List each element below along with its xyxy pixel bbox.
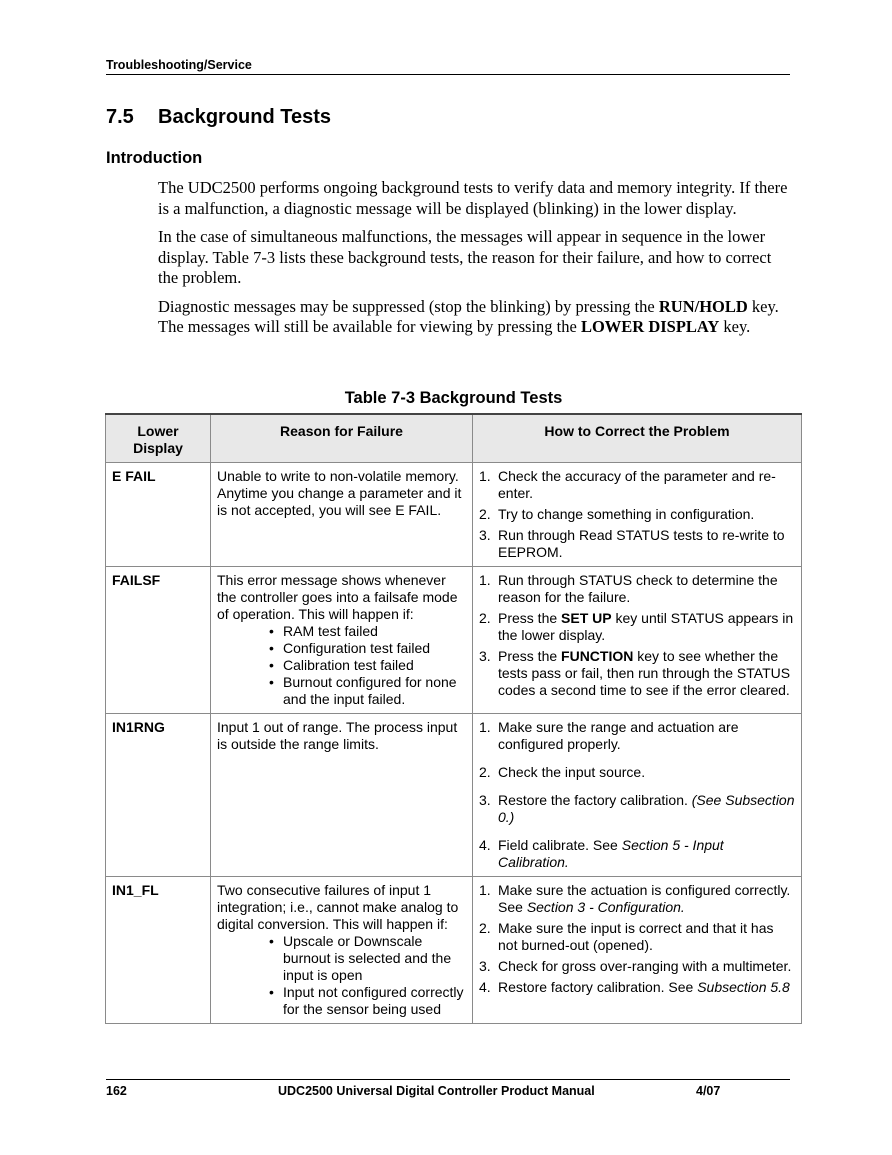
step-text: Make sure the input is correct and that it has not burned-out (opened).	[498, 920, 774, 953]
step-text: Try to change something in configuration.	[498, 506, 755, 522]
step-text: Press the	[498, 610, 562, 626]
p3-text-a: Diagnostic messages may be suppressed (stop the blinking) by pressing the	[158, 296, 659, 316]
step-text: Make sure the range and actuation are configured properly.	[498, 719, 739, 752]
table-row-efail	[106, 463, 802, 567]
step-item: 2. Press the SET UP key until STATUS appears in the lower display.	[479, 610, 794, 643]
step-text: key until STATUS appears in the lower display.	[498, 610, 794, 643]
intro-paragraph-2: In the case of simultaneous malfunctions, the messages will appear in sequence in the lower display. Table 7-3 lists these background tests, the reason for their failure, and how to correct the problem.	[158, 227, 772, 287]
page-number: 162	[106, 1084, 127, 1098]
step-text: Run through STATUS check to determine the reason for the failure.	[498, 572, 778, 605]
failure-reason	[211, 877, 473, 1024]
section-title-text: Background Tests	[158, 106, 331, 128]
reason-text: This error message shows whenever the controller goes into a failsafe mode of operation. This will happen if:	[217, 572, 458, 622]
step-text: Check the input source.	[498, 764, 646, 780]
section-title	[106, 106, 331, 129]
reason-text: Two consecutive failures of input 1 integration; i.e., cannot make analog to digital conversion. This will happen if:	[217, 882, 459, 932]
section-reference: Section 5 - Input Calibration.	[498, 837, 724, 870]
background-tests-table	[105, 413, 802, 1024]
lower-display-key: LOWER DISPLAY	[580, 317, 720, 336]
p3-text-e: key.	[719, 317, 751, 336]
col-header-reason: Reason for Failure	[211, 414, 473, 463]
step-text: Restore the factory calibration.	[498, 792, 692, 808]
step-item: 1. Make sure the range and actuation are configured properly.	[479, 719, 739, 752]
failure-reason	[211, 567, 473, 714]
col-header-lower-display: Lower Display	[106, 414, 211, 463]
table-row-failsf	[106, 567, 802, 714]
introduction-heading: Introduction	[106, 149, 203, 167]
header-rule	[106, 74, 790, 75]
introduction-body	[158, 178, 788, 346]
step-item: 3. Press the FUNCTION key to see whether the tests pass or fail, then run through the STATUS codes a second time to see if the error cleared.	[479, 648, 791, 698]
table-header-row	[106, 414, 802, 463]
table-row-in1fl	[106, 877, 802, 1024]
correction-steps	[473, 714, 802, 877]
step-text: Check the accuracy of the parameter and re-enter.	[498, 468, 776, 501]
intro-paragraph-1: The UDC2500 performs ongoing background tests to verify data and memory integrity. If there is a malfunction, a diagnostic message will be displayed (blinking) in the lower display.	[158, 178, 788, 218]
lower-display-code: IN1RNG	[106, 714, 211, 877]
step-text: Press the	[498, 648, 562, 664]
step-text: Run through Read STATUS tests to re-write to EEPROM.	[498, 527, 785, 560]
correction-steps	[473, 567, 802, 714]
run-hold-key: RUN/HOLD	[658, 296, 748, 316]
step-item: 2. Try to change something in configuration.	[479, 506, 755, 522]
intro-paragraph-3	[158, 297, 788, 338]
table-row-in1rng	[106, 714, 802, 877]
condition-item: • Burnout configured for none and the input failed.	[269, 674, 466, 708]
failure-reason: Input 1 out of range. The process input is outside the range limits.	[211, 714, 473, 877]
correction-steps	[473, 877, 802, 1024]
section-reference: Section 3 - Configuration.	[526, 899, 685, 915]
condition-item: • Upscale or Downscale burnout is selected and the input is open	[269, 933, 466, 984]
revision-date: 4/07	[696, 1084, 721, 1098]
step-text: Check for gross over-ranging with a multimeter.	[498, 958, 792, 974]
step-item: 2. Make sure the input is correct and that it has not burned-out (opened).	[479, 920, 774, 953]
lower-display-code: E FAIL	[106, 463, 211, 567]
condition-item: • Configuration test failed	[269, 640, 466, 657]
lower-display-code: FAILSF	[106, 567, 211, 714]
step-item: 1. Check the accuracy of the parameter and re-enter.	[479, 468, 776, 501]
col-header-correction: How to Correct the Problem	[473, 414, 802, 463]
failure-conditions-list	[217, 933, 466, 1018]
condition-item: • Input not configured correctly for the sensor being used	[269, 984, 466, 1018]
section-number: 7.5	[106, 106, 134, 128]
condition-item: • Calibration test failed	[269, 657, 466, 674]
manual-title: UDC2500 Universal Digital Controller Product Manual	[278, 1084, 595, 1098]
lower-display-code: IN1_FL	[106, 877, 211, 1024]
step-item: 1. Run through STATUS check to determine the reason for the failure.	[479, 572, 778, 605]
table-caption: Table 7-3 Background Tests	[344, 389, 563, 407]
condition-item: • RAM test failed	[269, 623, 466, 640]
step-item: 4. Field calibrate. See Section 5 - Input Calibration.	[479, 837, 724, 870]
step-item: 3. Restore the factory calibration. (See Subsection 0.)	[479, 792, 795, 825]
step-text: Restore factory calibration. See	[498, 979, 698, 995]
step-text: Field calibrate. See	[498, 837, 622, 853]
step-text: key to see whether the tests pass or fail, then run through the STATUS codes a second time to see if the error cleared.	[498, 648, 791, 698]
step-text: Make sure the actuation is configured correctly. See	[498, 882, 791, 915]
p3-text-c: key. The messages will still be available for viewing by pressing the	[158, 296, 779, 336]
step-item: 4. Restore factory calibration. See Subsection 5.8	[479, 979, 790, 995]
function-key: FUNCTION	[561, 648, 634, 664]
set-up-key: SET UP	[561, 610, 612, 626]
running-header: Troubleshooting/Service	[106, 58, 252, 72]
step-item: 1. Make sure the actuation is configured correctly. See Section 3 - Configuration.	[479, 882, 791, 915]
step-item: 3. Run through Read STATUS tests to re-write to EEPROM.	[479, 527, 785, 560]
subsection-reference: (See Subsection 0.)	[498, 792, 795, 825]
correction-steps	[473, 463, 802, 567]
footer-rule	[106, 1079, 790, 1080]
step-item: 2. Check the input source.	[479, 764, 646, 780]
failure-reason: Unable to write to non-volatile memory. Anytime you change a parameter and it is not accepted, you will see E FAIL.	[211, 463, 473, 567]
step-item: 3. Check for gross over-ranging with a multimeter.	[479, 958, 792, 974]
subsection-reference: Subsection 5.8	[697, 979, 790, 995]
failure-conditions-list	[217, 623, 466, 708]
